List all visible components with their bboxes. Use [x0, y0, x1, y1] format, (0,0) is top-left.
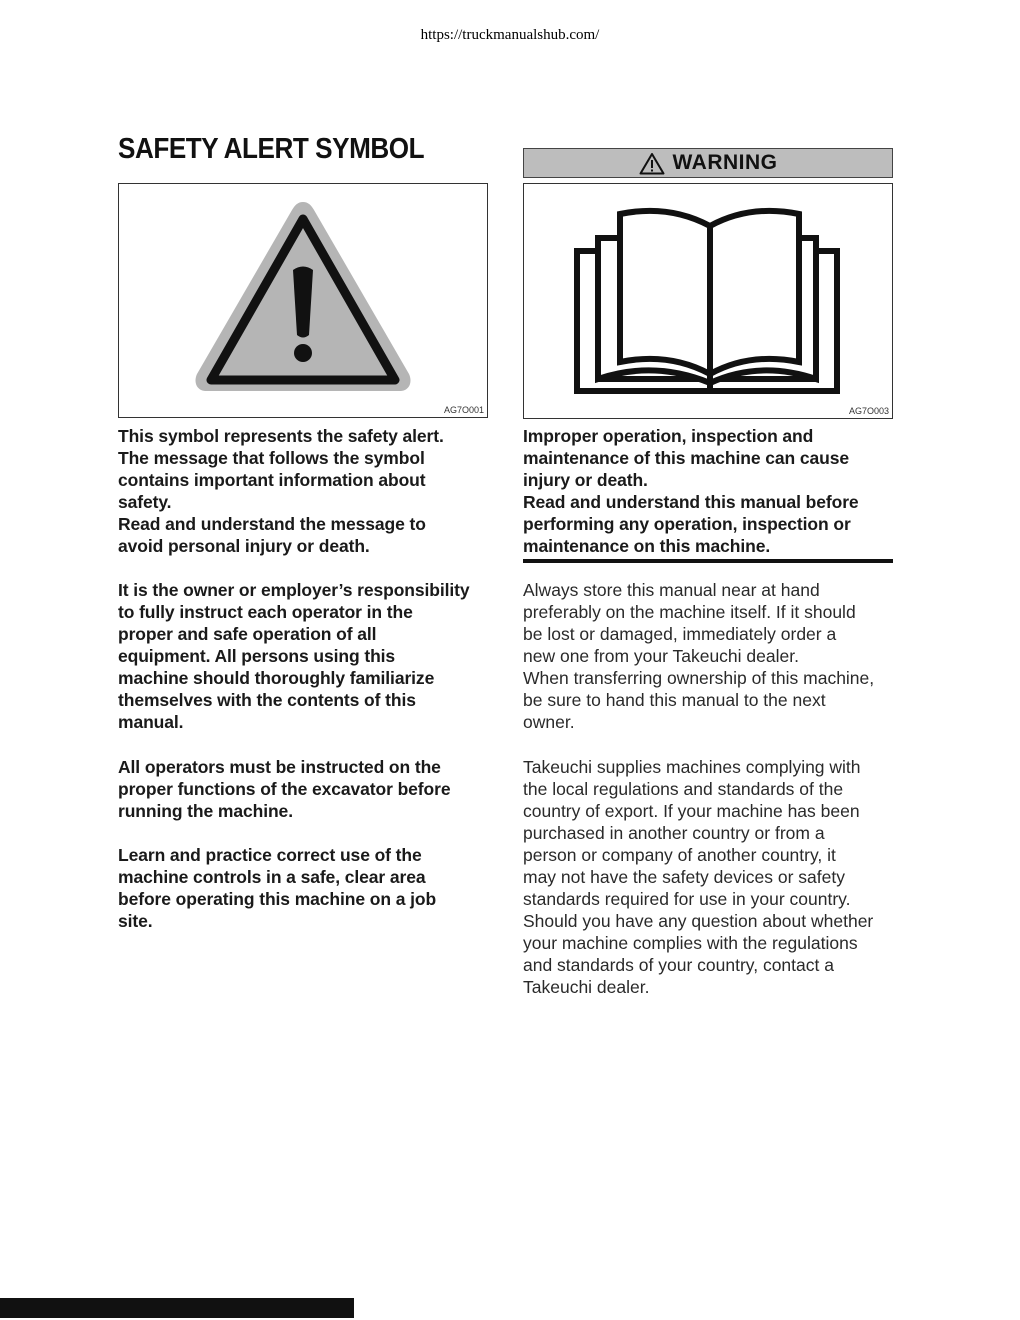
text-line: owner. — [523, 712, 575, 732]
warning-triangle-icon — [639, 152, 665, 175]
text-line: When transferring ownership of this machine, — [523, 668, 875, 688]
warning-message — [523, 425, 859, 557]
safety-alert-triangle-icon — [119, 184, 487, 417]
text-line: be lost or damaged, immediately order a — [523, 624, 837, 644]
text-line: Improper operation, inspection and — [523, 426, 814, 446]
figure-code: AG7O003 — [848, 406, 889, 416]
text-line: proper and safe operation of all — [118, 624, 377, 644]
open-manual-book-icon — [524, 184, 892, 418]
text-line: avoid personal injury or death. — [118, 536, 370, 556]
text-line: manual. — [118, 712, 184, 732]
warning-end-rule — [523, 559, 893, 563]
text-line: standards required for use in your country. — [523, 889, 851, 909]
page-title: SAFETY ALERT SYMBOL — [118, 133, 425, 165]
safety-alert-figure — [118, 183, 488, 418]
text-line: before operating this machine on a job — [118, 889, 437, 909]
figure-code: AG7O001 — [443, 405, 484, 415]
text-line: new one from your Takeuchi dealer. — [523, 646, 799, 666]
text-line: It is the owner or employer’s responsibility — [118, 580, 470, 600]
text-line: contains important information about — [118, 470, 426, 490]
text-line: machine should thoroughly familiarize — [118, 668, 435, 688]
text-line: machine controls in a safe, clear area — [118, 867, 426, 887]
text-line: proper functions of the excavator before — [118, 779, 451, 799]
text-line: person or company of another country, it — [523, 845, 836, 865]
source-url[interactable]: https://truckmanualshub.com/ — [420, 27, 600, 43]
text-line: running the machine. — [118, 801, 293, 821]
text-line: Always store this manual near at hand — [523, 580, 820, 600]
text-line: site. — [118, 911, 153, 931]
text-line: Takeuchi supplies machines complying with — [523, 757, 861, 777]
text-line: Read and understand this manual before — [523, 492, 859, 512]
practice-paragraph — [118, 844, 436, 932]
text-line: Read and understand the message to — [118, 514, 426, 534]
operator-instruction-paragraph — [118, 756, 450, 822]
text-line: safety. — [118, 492, 172, 512]
text-line: performing any operation, inspection or — [523, 514, 851, 534]
text-line: injury or death. — [523, 470, 648, 490]
text-line: your machine complies with the regulations — [523, 933, 858, 953]
text-line: purchased in another country or from a — [523, 823, 825, 843]
regulations-paragraph — [523, 756, 873, 998]
text-line: the local regulations and standards of the — [523, 779, 844, 799]
footer-bar — [0, 1298, 354, 1318]
text-line: may not have the safety devices or safety — [523, 867, 845, 887]
text-line: to fully instruct each operator in the — [118, 602, 413, 622]
text-line: All operators must be instructed on the — [118, 757, 441, 777]
owner-responsibility-paragraph — [118, 579, 470, 733]
text-line: maintenance of this machine can cause — [523, 448, 849, 468]
text-line: The message that follows the symbol — [118, 448, 425, 468]
text-line: preferably on the machine itself. If it should — [523, 602, 856, 622]
text-line: Takeuchi dealer. — [523, 977, 650, 997]
text-line: This symbol represents the safety alert. — [118, 426, 444, 446]
text-line: Learn and practice correct use of the — [118, 845, 422, 865]
text-line: maintenance on this machine. — [523, 536, 771, 556]
text-line: country of export. If your machine has been — [523, 801, 860, 821]
text-line: and standards of your country, contact a — [523, 955, 834, 975]
text-line: Should you have any question about whether — [523, 911, 874, 931]
manual-book-figure — [523, 183, 893, 419]
text-line: themselves with the contents of this — [118, 690, 416, 710]
warning-label: WARNING — [672, 151, 778, 174]
text-line: be sure to hand this manual to the next — [523, 690, 826, 710]
warning-header — [523, 148, 893, 178]
safety-alert-description — [118, 425, 444, 557]
text-line: equipment. All persons using this — [118, 646, 396, 666]
manual-storage-paragraph — [523, 579, 874, 733]
